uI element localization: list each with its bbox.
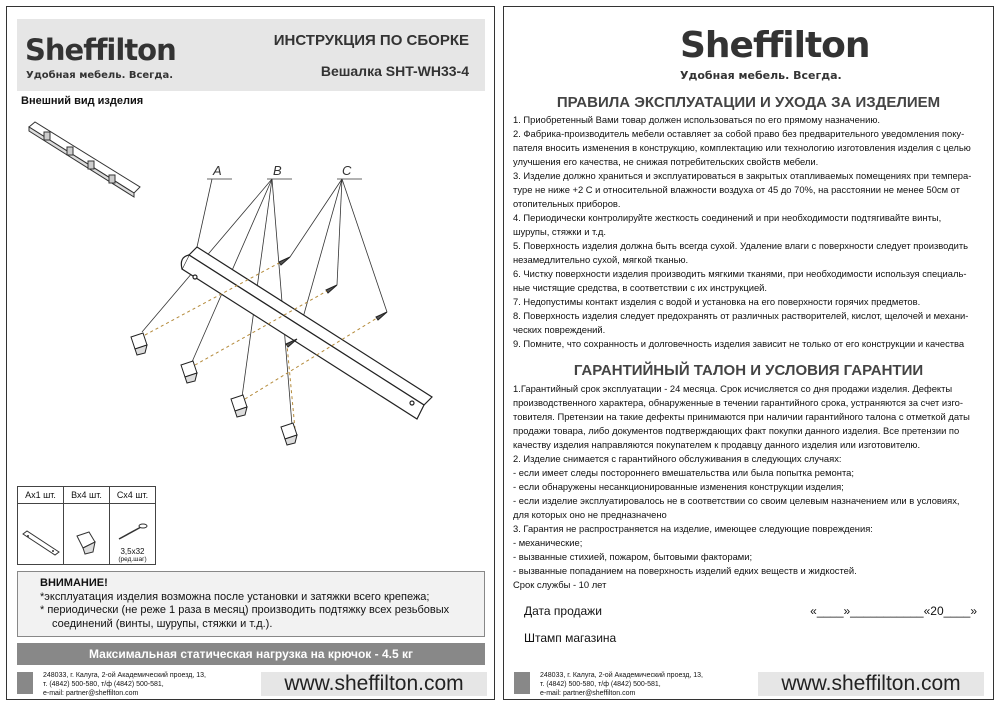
rule-line: 1. Приобретенный Вами товар должен использоваться по его прямому назначению. xyxy=(513,114,880,125)
address-line: 248033, г. Калуга, 2-ой Академический проезд, 13, xyxy=(540,672,703,679)
warranty-line: продажи товара, либо документов подтверждающих факт покупки данного изделия. Все претензии по xyxy=(513,425,960,436)
footer xyxy=(514,670,984,696)
footer xyxy=(17,670,487,696)
screw-note: (ред.шаг) xyxy=(118,556,147,563)
brand-tagline: Удобная мебель. Всегда. xyxy=(680,69,842,82)
phone-line: т. (4842) 500-580, т/ф (4842) 500-581, xyxy=(540,681,661,688)
rule-line: ные чистящие средства, в соответствии с их инструкцией. xyxy=(513,282,768,293)
warranty-line: производственного характера, обнаруженные в течении гарантийного срока, устраняются за счет изго- xyxy=(513,397,964,408)
website-link[interactable]: www.sheffilton.com xyxy=(758,672,984,696)
brand-logo: Sheffilton xyxy=(680,25,870,66)
warranty-line: качеству изделия направляются покупателем к продавцу данного изделия или изготовителю. xyxy=(513,439,921,450)
warranty-line: - вызванные стихией, пожаром, бытовыми факторами; xyxy=(513,551,753,562)
warning-line: *эксплуатация изделия возможна после установки и затяжки всего крепежа; xyxy=(40,590,430,603)
rule-line: 8. Поверхность изделия следует предохранять от различных растворителей, кислот, щелочей и механи- xyxy=(513,310,969,321)
assembly-instruction-page xyxy=(6,6,495,700)
rule-line: шурупы, стяжки и т.д. xyxy=(513,226,606,237)
warranty-line: - если имеет следы постороннего вмешательства или была попытка ремонта; xyxy=(513,467,854,478)
screw-icon xyxy=(111,519,155,545)
rule-line: 4. Периодически контролируйте жесткость соединений и при необходимости подтягивайте винты, xyxy=(513,212,942,223)
parts-table xyxy=(17,486,156,565)
part-b-label: Вх4 шт. xyxy=(64,487,110,504)
rule-line: пателя вносить изменения в конструкцию, комплектацию или технологию изготовления изделия с целью xyxy=(513,142,971,153)
sale-date-field[interactable]: «____»___________«20____» xyxy=(810,604,977,618)
hooks xyxy=(131,333,297,445)
rule-line: ческих повреждений. xyxy=(513,324,606,335)
warranty-line: Срок службы - 10 лет xyxy=(513,579,607,590)
part-b-cell xyxy=(64,504,110,565)
max-load-bar: Максимальная статическая нагрузка на крючок - 4.5 кг xyxy=(17,643,485,665)
overview-illustration xyxy=(29,122,140,197)
warning-title: ВНИМАНИЕ! xyxy=(40,577,108,589)
section-label: Внешний вид изделия xyxy=(21,95,144,107)
rule-line: 7. Недопустимы контакт изделия с водой и установка на его поверхности горячих предметов. xyxy=(513,296,921,307)
footer-address xyxy=(43,671,206,698)
rule-line: 3. Изделие должно храниться и эксплуатироваться в закрытых отапливаемых помещениях при темпера- xyxy=(513,170,972,181)
part-c-cell xyxy=(110,504,156,565)
product-name: Вешалка SHT-WH33-4 xyxy=(320,63,469,79)
rules-text xyxy=(513,113,983,351)
part-c-label: Сх4 шт. xyxy=(110,487,156,504)
plank-main xyxy=(181,247,432,419)
brand-logo: Sheffilton xyxy=(25,33,176,67)
rule-line: 5. Поверхность изделия должна быть всегда сухой. Удаление влаги с поверхности следует производить xyxy=(513,240,969,251)
rule-line: 6. Чистку поверхности изделия производить мягкими тканями, при необходимости используя специаль- xyxy=(513,268,967,279)
care-warranty-page xyxy=(503,6,994,700)
footer-square xyxy=(514,672,530,694)
store-stamp-label: Штамп магазина xyxy=(524,631,617,645)
warning-line: соединений (винты, шурупы, стяжки и т.д.). xyxy=(52,617,273,630)
warranty-line: товителя. Претензии на такие дефекты принимаются при наличии гарантийного талона с отметкой даты xyxy=(513,411,970,422)
plank-icon xyxy=(19,522,63,562)
warranty-line: - если изделие эксплуатировалось не в соответствии со своим целевым назначением или в условиях, xyxy=(513,495,960,506)
rules-title: ПРАВИЛА ЭКСПЛУАТАЦИИ И УХОДА ЗА ИЗДЕЛИЕМ xyxy=(556,94,941,111)
email-line: e-mail: partner@sheffilton.com xyxy=(43,690,139,697)
footer-address xyxy=(540,671,703,698)
header-bar xyxy=(17,19,485,91)
brand-tagline: Удобная мебель. Всегда. xyxy=(26,70,174,81)
rule-line: 2. Фабрика-производитель мебели оставляет за собой право без предварительного уведомления поку- xyxy=(513,128,965,139)
rule-line: туре не ниже +2 С и относительной влажности воздуха от 45 до 70%, на расстоянии не менее 50см от xyxy=(513,184,960,195)
warranty-title: ГАРАНТИЙНЫЙ ТАЛОН И УСЛОВИЯ ГАРАНТИИ xyxy=(573,362,924,379)
part-a-label: Ах1 шт. xyxy=(18,487,64,504)
warning-line: * периодически (не реже 1 раза в месяц) производить подтяжку всех резьбовых xyxy=(40,604,450,616)
warranty-line: - вызванные попаданием на поверхность изделий едких веществ и жидкостей. xyxy=(513,565,857,576)
warranty-line: 3. Гарантия не распространяется на изделие, имеющее следующие повреждения: xyxy=(513,523,873,534)
sale-date-label: Дата продажи xyxy=(524,604,602,618)
callout-a: A xyxy=(213,163,222,178)
website-link[interactable]: www.sheffilton.com xyxy=(261,672,487,696)
page-title: ИНСТРУКЦИЯ ПО СБОРКЕ xyxy=(273,32,469,49)
phone-line: т. (4842) 500-580, т/ф (4842) 500-581, xyxy=(43,681,164,688)
warranty-line: для которых оно не предназначено xyxy=(513,509,667,520)
rule-line: улучшения его качества, не снижая потребительских свойств мебели. xyxy=(513,156,819,167)
hook-icon xyxy=(65,522,109,562)
warranty-line: 2. Изделие снимается с гарантийного обслуживания в следующих случаях: xyxy=(513,453,842,464)
rule-line: отопительных приборов. xyxy=(513,198,621,209)
assembly-drawing xyxy=(7,107,496,477)
callout-b: B xyxy=(273,163,282,178)
footer-square xyxy=(17,672,33,694)
callout-c: C xyxy=(342,163,352,178)
rule-line: незамедлительно сухой, мягкой тканью. xyxy=(513,254,689,265)
warranty-text xyxy=(513,382,983,592)
warranty-line: - если обнаружены несанкционированные изменения конструкции изделия; xyxy=(513,481,844,492)
email-line: e-mail: partner@sheffilton.com xyxy=(540,690,636,697)
screw-size: 3,5х32 xyxy=(120,547,145,556)
warning-box xyxy=(17,571,485,637)
warranty-line: - механические; xyxy=(513,537,583,548)
warranty-line: 1.Гарантийный срок эксплуатации - 24 месяца. Срок исчисляется со дня продажи изделия. Дефекты xyxy=(513,383,953,394)
part-a-cell xyxy=(18,504,64,565)
rule-line: 9. Помните, что сохранность и долговечность изделия зависит не только от его конструкции и качества xyxy=(513,338,965,349)
address-line: 248033, г. Калуга, 2-ой Академический проезд, 13, xyxy=(43,672,206,679)
